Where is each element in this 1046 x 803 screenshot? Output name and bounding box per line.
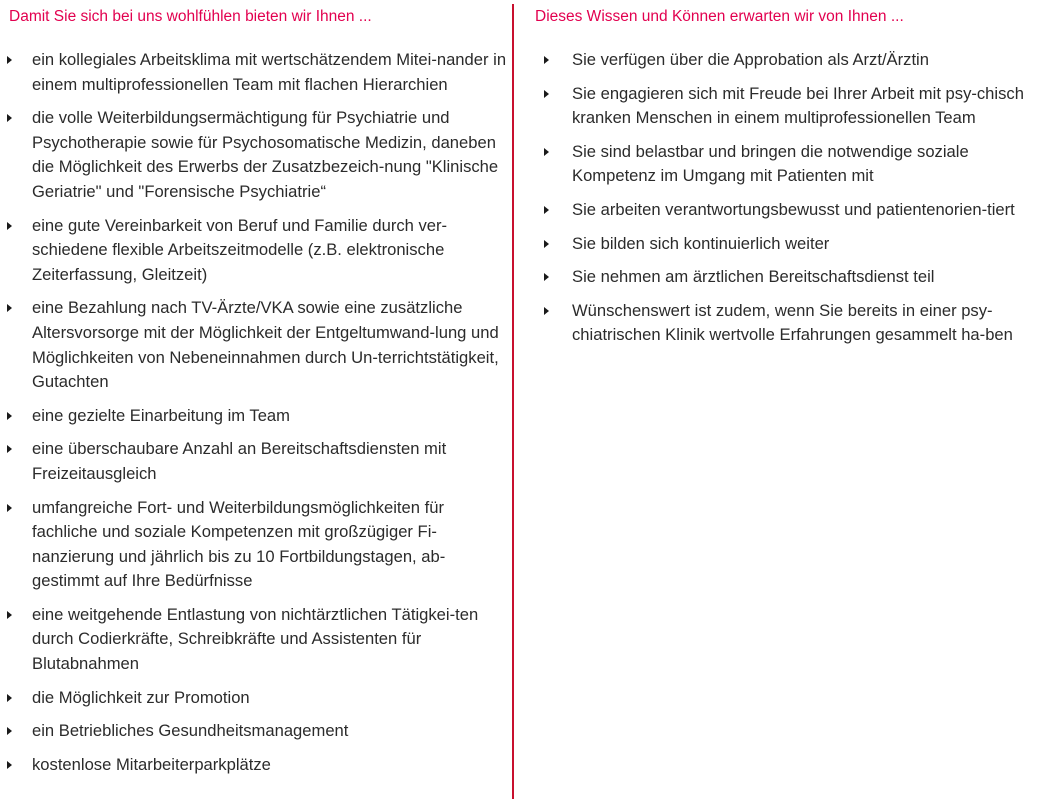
bullet-icon bbox=[7, 445, 12, 453]
list-item bbox=[526, 299, 1040, 348]
list-item-text: eine überschaubare Anzahl an Bereitschaftsdiensten mit Freizeitausgleich bbox=[32, 439, 447, 483]
bullet-icon bbox=[544, 240, 549, 248]
list-item-text: Sie verfügen über die Approbation als Arzt/Ärztin bbox=[572, 50, 929, 69]
bullet-icon bbox=[544, 148, 549, 156]
bullet-icon bbox=[7, 222, 12, 230]
benefits-heading: Damit Sie sich bei uns wohlfühlen bieten wir Ihnen ... bbox=[9, 8, 372, 25]
list-item bbox=[0, 496, 510, 594]
bullet-icon bbox=[7, 611, 12, 619]
list-item bbox=[0, 48, 510, 97]
list-item bbox=[526, 232, 1040, 257]
bullet-icon bbox=[7, 56, 12, 64]
list-item-text: Sie arbeiten verantwortungsbewusst und patientenorien-tiert bbox=[572, 199, 1015, 219]
bullet-icon bbox=[544, 206, 549, 214]
list-item bbox=[0, 106, 510, 204]
list-item-text: eine weitgehende Entlastung von nichtärztlichen Tätigkei-ten durch Codierkräfte, Schreibkräfte und Assistenten für Blutabnahmen bbox=[32, 604, 479, 674]
list-item-text: Wünschenswert ist zudem, wenn Sie bereits in einer psy-chiatrischen Klinik wertvolle Erfahrungen gesammelt ha-ben bbox=[572, 300, 1013, 345]
list-item bbox=[0, 686, 510, 711]
bullet-icon bbox=[7, 727, 12, 735]
list-item bbox=[0, 437, 510, 486]
list-item-text: die volle Weiterbildungsermächtigung für Psychiatrie und Psychotherapie sowie für Psychosomatische Medizin, daneben die Möglichkeit des Erwerbs der Zusatzbezeich-nung "Klinische Geriatrie" und "Forensische Psychiatrie“ bbox=[32, 108, 499, 201]
bullet-icon bbox=[544, 273, 549, 281]
list-item-text: kostenlose Mitarbeiterparkplätze bbox=[32, 754, 271, 774]
list-item bbox=[0, 404, 510, 429]
list-item bbox=[0, 753, 510, 778]
list-item-text: eine gezielte Einarbeitung im Team bbox=[32, 405, 290, 425]
bullet-icon bbox=[544, 90, 549, 98]
bullet-icon bbox=[544, 307, 549, 315]
bullet-icon bbox=[544, 56, 549, 64]
list-item bbox=[526, 48, 1040, 73]
list-item-text: eine Bezahlung nach TV-Ärzte/VKA sowie eine zusätzliche Altersvorsorge mit der Möglichkeit der Entgeltumwand-lung und Möglichkeiten von Nebeneinnahmen durch Un-terrichtstätigkeit, Gutachten bbox=[32, 298, 499, 392]
list-item bbox=[526, 265, 1040, 290]
list-item-text: ein Betriebliches Gesundheitsmanagement bbox=[32, 721, 349, 741]
list-item-text: Sie nehmen am ärztlichen Bereitschaftsdienst teil bbox=[572, 267, 935, 287]
bullet-icon bbox=[7, 412, 12, 420]
list-item bbox=[0, 603, 510, 677]
list-item bbox=[0, 296, 510, 394]
bullet-icon bbox=[7, 761, 12, 769]
bullet-icon bbox=[7, 504, 12, 512]
list-item-text: eine gute Vereinbarkeit von Beruf und Familie durch ver-schiedene flexible Arbeitszeitmodelle (z.B. elektronische Zeiterfassung, Gleitzeit) bbox=[32, 215, 448, 284]
requirements-list bbox=[526, 48, 1040, 357]
list-item-text: Sie engagieren sich mit Freude bei Ihrer Arbeit mit psy-chisch kranken Menschen in einem multiprofessionellen Team bbox=[572, 83, 1024, 128]
list-item-text: umfangreiche Fort- und Weiterbildungsmöglichkeiten für fachliche und soziale Kompetenzen mit großzügiger Fi-nanzierung und jährlich bis zu 10 Fortbildungstagen, ab-gestimmt auf Ihre Bedürfnisse bbox=[32, 497, 446, 591]
list-item-text: Sie bilden sich kontinuierlich weiter bbox=[572, 233, 830, 253]
bullet-icon bbox=[7, 114, 12, 122]
list-item bbox=[526, 198, 1040, 223]
list-item-text: die Möglichkeit zur Promotion bbox=[32, 687, 250, 707]
bullet-icon bbox=[7, 694, 12, 702]
list-item-text: ein kollegiales Arbeitsklima mit wertschätzendem Mitei-nander in einem multiprofessionellen Team mit flachen Hierarchien bbox=[32, 50, 507, 94]
bullet-icon bbox=[7, 304, 12, 312]
list-item bbox=[526, 82, 1040, 131]
list-item-text: Sie sind belastbar und bringen die notwendige soziale Kompetenz im Umgang mit Patienten mit bbox=[572, 141, 969, 186]
list-item bbox=[0, 719, 510, 744]
column-divider bbox=[512, 4, 514, 799]
benefits-list bbox=[0, 48, 510, 786]
list-item bbox=[526, 140, 1040, 189]
requirements-heading: Dieses Wissen und Können erwarten wir von Ihnen ... bbox=[535, 8, 904, 25]
list-item bbox=[0, 214, 510, 288]
